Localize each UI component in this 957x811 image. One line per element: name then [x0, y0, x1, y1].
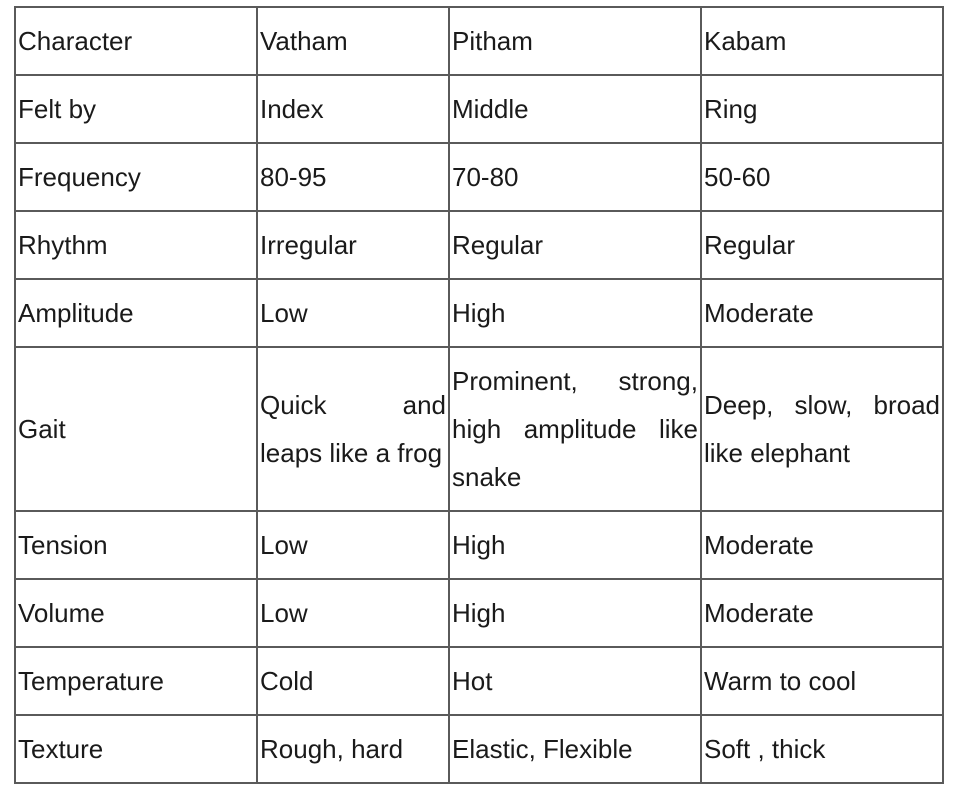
kabam-cell: Moderate [701, 279, 943, 347]
pitham-cell: Middle [449, 75, 701, 143]
vatham-cell: Index [257, 75, 449, 143]
vatham-cell: Quick and leaps like a frog [257, 347, 449, 511]
pitham-cell: 70-80 [449, 143, 701, 211]
kabam-cell: Regular [701, 211, 943, 279]
row-label-cell: Gait [15, 347, 257, 511]
row-label-cell: Amplitude [15, 279, 257, 347]
table-row [15, 279, 943, 347]
table-row [15, 75, 943, 143]
vatham-cell: Low [257, 279, 449, 347]
table-row [15, 143, 943, 211]
row-label-cell: Frequency [15, 143, 257, 211]
pulse-comparison-table-container [14, 6, 944, 784]
table-row [15, 715, 943, 783]
row-label-cell: Tension [15, 511, 257, 579]
table-row [15, 579, 943, 647]
pitham-cell: Hot [449, 647, 701, 715]
row-label-cell: Felt by [15, 75, 257, 143]
vatham-cell: Rough, hard [257, 715, 449, 783]
kabam-cell: Deep, slow, broad like elephant [701, 347, 943, 511]
vatham-cell: 80-95 [257, 143, 449, 211]
pitham-cell: Elastic, Flexible [449, 715, 701, 783]
pitham-cell: Prominent, strong, high amplitude like snake [449, 347, 701, 511]
kabam-cell: 50-60 [701, 143, 943, 211]
kabam-cell: Warm to cool [701, 647, 943, 715]
header-cell-pitham: Pitham [449, 7, 701, 75]
table-header-row [15, 7, 943, 75]
header-cell-kabam: Kabam [701, 7, 943, 75]
vatham-cell: Low [257, 511, 449, 579]
vatham-cell: Cold [257, 647, 449, 715]
row-label-cell: Volume [15, 579, 257, 647]
row-label-cell: Texture [15, 715, 257, 783]
pitham-cell: High [449, 579, 701, 647]
kabam-cell: Moderate [701, 511, 943, 579]
vatham-cell: Irregular [257, 211, 449, 279]
pitham-cell: High [449, 279, 701, 347]
header-cell-vatham: Vatham [257, 7, 449, 75]
kabam-cell: Soft , thick [701, 715, 943, 783]
table-row [15, 647, 943, 715]
row-label-cell: Temperature [15, 647, 257, 715]
kabam-cell: Moderate [701, 579, 943, 647]
pitham-cell: Regular [449, 211, 701, 279]
pulse-comparison-table [14, 6, 944, 784]
table-row [15, 511, 943, 579]
pitham-cell: High [449, 511, 701, 579]
kabam-cell: Ring [701, 75, 943, 143]
table-row [15, 347, 943, 511]
row-label-cell: Rhythm [15, 211, 257, 279]
table-row [15, 211, 943, 279]
header-cell-character: Character [15, 7, 257, 75]
vatham-cell: Low [257, 579, 449, 647]
